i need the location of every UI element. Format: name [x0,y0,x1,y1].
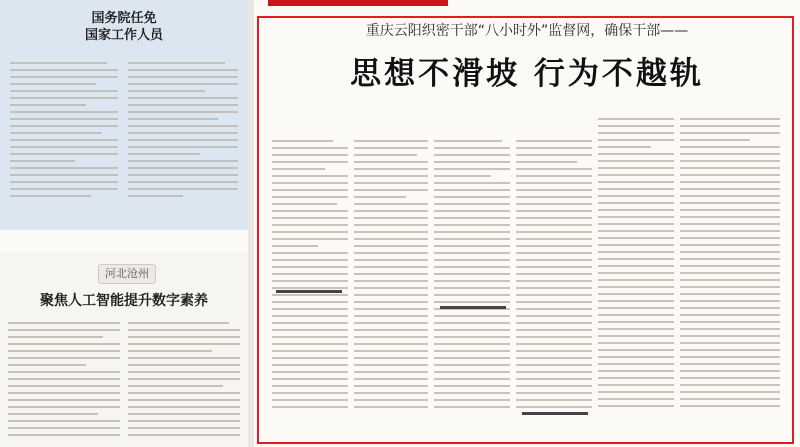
section-divider [0,230,248,252]
article-col-3 [434,140,510,413]
announcement-title-line2: 国家工作人员 [84,28,163,43]
main-article-area [254,0,800,447]
article-col-1 [272,140,348,413]
article-kicker: 重庆云阳织密干部“八小时外”监督网，确保干部—— [365,23,689,39]
article-headline: 思想不滑坡 行为不越轨 [350,56,704,92]
left-article-text-a [8,322,120,441]
left-column [0,0,248,447]
announcement-text-left [10,62,118,202]
announcement-title-line1: 国务院任免 [91,11,157,26]
left-article-text-b [128,322,240,441]
article-col-2 [354,140,428,413]
announcement-box [0,0,248,230]
announcement-text-right [128,62,238,202]
article-col-5 [598,118,674,412]
column-banner [268,0,448,6]
subheading-bar-2 [440,306,506,309]
article-col-4 [516,140,592,413]
region-label-text: 河北沧州 [105,267,149,280]
subheading-bar-3 [522,412,588,415]
subheading-bar-1 [276,290,342,293]
region-label [98,264,156,284]
left-article-title: 聚焦人工智能提升数字素养 [40,293,208,309]
article-col-6 [680,118,780,412]
